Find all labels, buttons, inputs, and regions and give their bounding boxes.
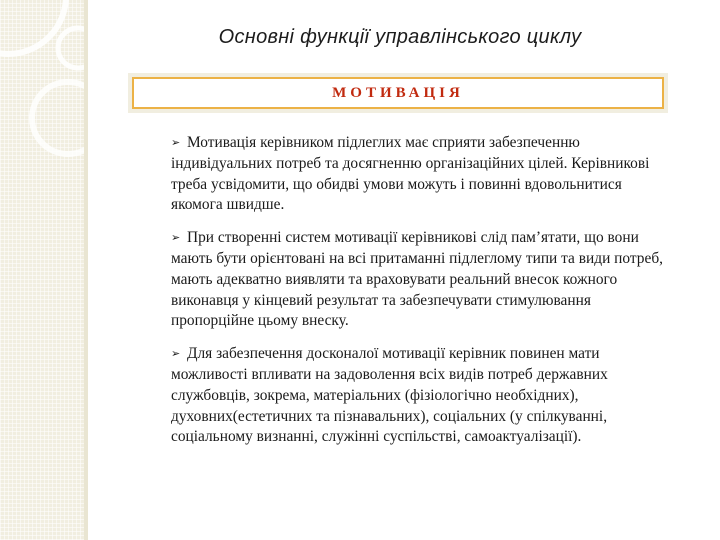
paragraph-3 <box>171 344 671 448</box>
section-banner-frame <box>132 77 664 109</box>
paragraph-text: Для забезпечення досконалої мотивації керівник повинен мати можливості впливати на задоволення всіх видів потреб державних службовців, зокрема, матеріальних (фізіологічно необхідних), духовних(естетичних та пізнавальних), соціальних (у спілкуванні, соціальному визнанні, служінні суспільстві, самоактуалізації). <box>171 345 608 446</box>
paragraph-text: При створенні систем мотивації керівникові слід пам’ятати, що вони мають бути орієнтовані на всі притаманні підлеглому типи та види потреб, мають адекватно виявляти та враховувати реальний внесок кожного виконавця у кінцевий результат та забезпечувати стимулювання пропорційне цьому внеску. <box>171 229 663 330</box>
arrow-bullet-icon: ➢ <box>171 348 181 361</box>
content-body <box>171 133 671 460</box>
section-heading: МОТИВАЦІЯ <box>332 84 464 101</box>
paragraph-1 <box>171 133 671 216</box>
page-title: Основні функції управлінського циклу <box>218 26 582 48</box>
panel-edge <box>84 0 88 540</box>
section-banner <box>128 73 668 113</box>
arrow-bullet-icon: ➢ <box>171 137 181 149</box>
paragraph-2 <box>171 228 671 332</box>
arrow-bullet-icon: ➢ <box>171 232 181 245</box>
paragraph-text: Мотивація керівником підлеглих має сприяти забезпеченню індивідуальних потреб та досягненню організаційних цілей. Керівникові треба усвідомити, що обидві умови можуть і повинні вдовольнитися якомога швидше. <box>171 134 650 214</box>
decorative-side-panel <box>0 0 84 540</box>
decorative-circles-graphic <box>0 0 84 540</box>
